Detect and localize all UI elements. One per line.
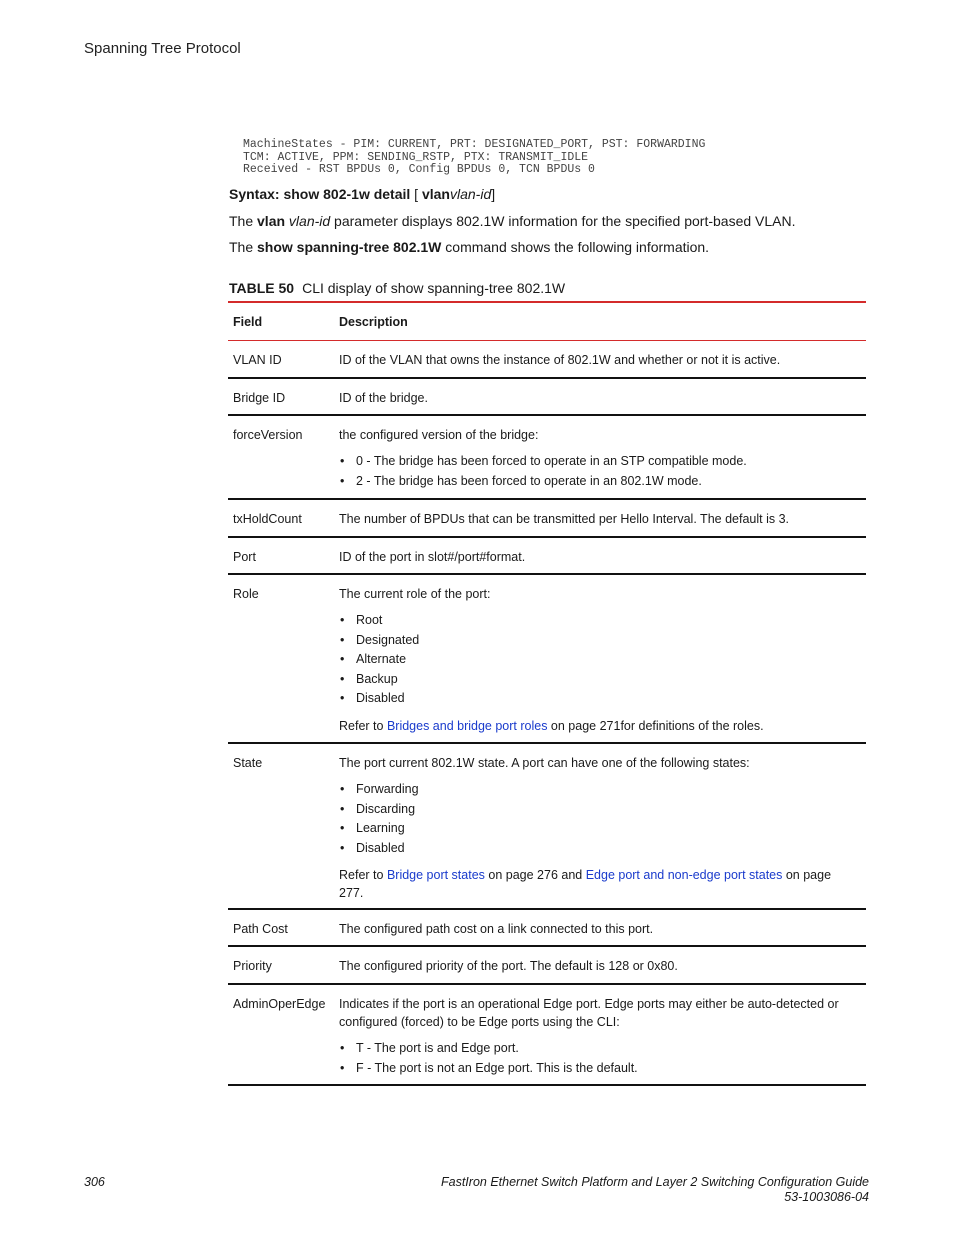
vlan-parameter-paragraph: [229, 213, 796, 229]
header-description: Description: [339, 314, 408, 329]
field-name: VLAN ID: [233, 353, 282, 367]
cross-reference: [339, 866, 858, 902]
syntax-label: Syntax: show 802-1w detail: [229, 186, 411, 202]
field-name: txHoldCount: [233, 512, 302, 526]
field-name: Bridge ID: [233, 391, 286, 405]
field-description: [339, 538, 866, 573]
link-bridge-port-roles[interactable]: Bridges and bridge port roles: [386, 718, 548, 733]
code-line: TCM: ACTIVE, PPM: SENDING_RSTP, PTX: TRANSMIT_IDLE: [243, 150, 589, 164]
field-description: [339, 947, 866, 983]
link-edge-port-states[interactable]: Edge port and non-edge port states: [585, 868, 783, 883]
para-text: command shows the following information.: [441, 239, 710, 255]
list-item: • Discarding: [339, 800, 858, 820]
field-name: forceVersion: [233, 428, 303, 442]
table-row: [228, 500, 866, 538]
list-item: • Root: [339, 611, 858, 631]
command-paragraph: [229, 239, 709, 255]
header-field: Field: [233, 314, 263, 329]
ref-text: on page 276 and: [484, 868, 586, 883]
field-description: [339, 744, 866, 908]
ref-text: on page 271for definitions of the roles.: [547, 718, 764, 733]
para-text: parameter displays 802.1W information for the specified port-based VLAN.: [330, 213, 796, 229]
ref-text: Refer to: [339, 718, 387, 733]
list-item: • 0 - The bridge has been forced to operate in an STP compatible mode.: [339, 452, 858, 472]
doc-id: 53-1003086-04: [784, 1190, 869, 1204]
field-description: [339, 985, 866, 1084]
desc-text: The configured path cost on a link connected to this port.: [339, 922, 654, 936]
code-line: Received - RST BPDUs 0, Config BPDUs 0, TCN BPDUs 0: [243, 163, 595, 176]
list-item: • Backup: [339, 670, 858, 690]
field-description: [339, 575, 866, 742]
list-item: • Disabled: [339, 689, 858, 709]
desc-text: The current role of the port:: [339, 587, 491, 601]
field-name: Role: [233, 587, 259, 601]
table-caption: [229, 280, 565, 296]
desc-text: The port current 802.1W state. A port can have one of the following states:: [339, 756, 750, 770]
para-text: The: [229, 213, 258, 229]
syntax-keyword: vlan: [421, 186, 450, 202]
desc-text: ID of the port in slot#/port#format.: [339, 550, 526, 564]
cli-output: [243, 139, 705, 177]
list-item: • T - The port is and Edge port.: [339, 1039, 858, 1059]
desc-text: the configured version of the bridge:: [339, 428, 539, 442]
desc-text: ID of the bridge.: [339, 391, 428, 405]
table-row: [228, 538, 866, 575]
fields-table: [228, 301, 866, 1086]
field-description: [339, 500, 866, 536]
list-item: • Forwarding: [339, 780, 858, 800]
page-number: 306: [84, 1175, 105, 1189]
field-name: Port: [233, 550, 256, 564]
table-row: [228, 985, 866, 1086]
para-keyword: vlan: [257, 213, 286, 229]
list-item: • Learning: [339, 819, 858, 839]
syntax-argument: vlan-id: [449, 186, 492, 202]
list-item: • 2 - The bridge has been forced to operate in an 802.1W mode.: [339, 472, 858, 492]
table-number: TABLE 50: [229, 280, 295, 296]
para-keyword: show spanning-tree 802.1W: [257, 239, 442, 255]
field-description: [339, 416, 866, 498]
list-item: • Alternate: [339, 650, 858, 670]
list-item: • Designated: [339, 631, 858, 651]
bullet-list: [339, 1039, 858, 1078]
table-row: [228, 575, 866, 744]
desc-text: ID of the VLAN that owns the instance of 802.1W and whether or not it is active.: [339, 353, 781, 367]
code-line: MachineStates - PIM: CURRENT, PRT: DESIGNATED_PORT, PST: FORWARDING: [243, 138, 706, 151]
table-row: [228, 341, 866, 379]
table-header-row: [228, 303, 866, 341]
syntax-bracket-close: ]: [491, 186, 496, 202]
syntax-bracket-open: [: [410, 186, 422, 202]
field-name: Priority: [233, 959, 272, 973]
desc-text: Indicates if the port is an operational Edge port. Edge ports may either be auto-detected or configured (forced) to be Edge ports using the CLI:: [339, 997, 839, 1029]
bullet-list: [339, 780, 858, 858]
field-description: [339, 910, 866, 945]
table-row: [228, 910, 866, 947]
desc-text: The number of BPDUs that can be transmitted per Hello Interval. The default is 3.: [339, 512, 789, 526]
syntax-line: [229, 186, 495, 202]
running-header: Spanning Tree Protocol: [84, 40, 241, 57]
table-row: [228, 379, 866, 416]
table-row: [228, 947, 866, 985]
cross-reference: [339, 717, 858, 735]
field-description: [339, 341, 866, 377]
list-item: • F - The port is not an Edge port. This is the default.: [339, 1059, 858, 1079]
table-row: [228, 744, 866, 910]
desc-text: The configured priority of the port. The default is 128 or 0x80.: [339, 959, 678, 973]
bullet-list: [339, 452, 858, 491]
para-argument: vlan-id: [285, 213, 331, 229]
bullet-list: [339, 611, 858, 709]
footer-doc-info: [441, 1175, 869, 1205]
link-bridge-port-states[interactable]: Bridge port states: [386, 868, 485, 883]
table-row: [228, 416, 866, 500]
doc-title: FastIron Ethernet Switch Platform and Layer 2 Switching Configuration Guide: [441, 1175, 869, 1189]
field-name: AdminOperEdge: [233, 997, 326, 1011]
field-name: State: [233, 756, 263, 770]
para-text: The: [229, 239, 258, 255]
table-title: CLI display of show spanning-tree 802.1W: [302, 280, 566, 296]
field-description: [339, 379, 866, 414]
ref-text: Refer to: [339, 868, 387, 883]
list-item: • Disabled: [339, 839, 858, 859]
ref-text: on page 277.: [339, 868, 832, 901]
field-name: Path Cost: [233, 922, 288, 936]
